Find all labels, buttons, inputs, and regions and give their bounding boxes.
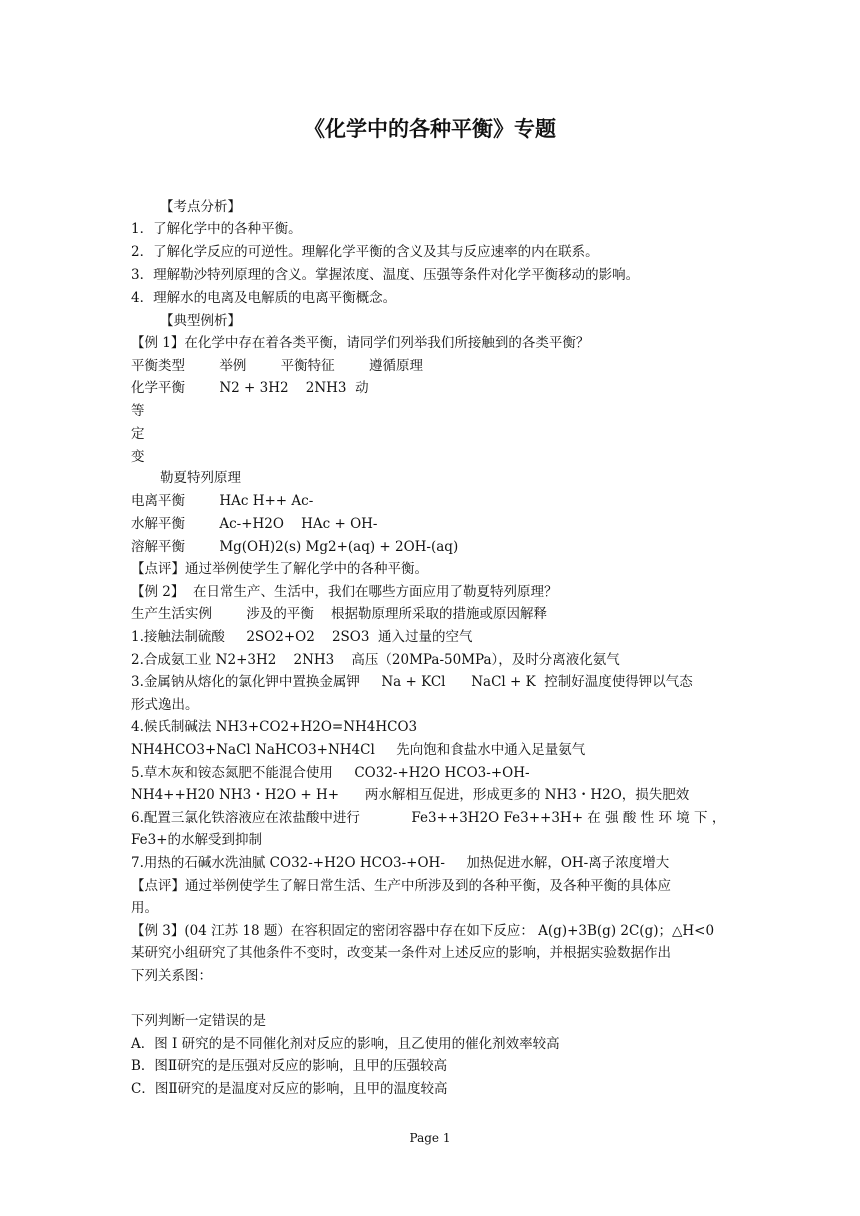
text-line: 4．理解水的电离及电解质的电离平衡概念。 [131,290,397,306]
text-line: NH4HCO3+NaCl NaHCO3+NH4Cl 先向饱和食盐水中通入足量氨气 [131,742,586,758]
text-line: 3.金属钠从熔化的氯化钾中置换金属钾 Na + KCl NaCl + K 控制好温度使得钾以气态 [131,674,693,690]
text-line: 7.用热的石碱水洗油腻 CO32-+H2O HCO3-+OH- 加热促进水解，OH-离子浓度增大 [131,855,670,871]
text-line: 水解平衡 Ac-+H2O HAc + OH- [131,516,378,532]
text-line: 【点评】通过举例使学生了解日常生活、生产中所涉及到的各种平衡，及各种平衡的具体应 [131,878,671,894]
text-line: A．图 I 研究的是不同催化剂对反应的影响，且乙使用的催化剂效率较高 [131,1036,560,1052]
text-line: 定 [131,426,145,442]
text-line: 电离平衡 HAc H++ Ac- [131,493,314,509]
text-line: 3．理解勒沙特列原理的含义。掌握浓度、温度、压强等条件对化学平衡移动的影响。 [131,267,640,283]
text-line: 1．了解化学中的各种平衡。 [131,221,302,237]
text-line: 1.接触法制硫酸 2SO2+O2 2SO3 通入过量的空气 [131,629,473,645]
text-line: 【点评】通过举例使学生了解化学中的各种平衡。 [131,561,428,577]
text-line: 2．了解化学反应的可逆性。理解化学平衡的含义及其与反应速率的内在联系。 [131,244,599,260]
text-line: B．图Ⅱ研究的是压强对反应的影响，且甲的压强较高 [131,1058,448,1074]
text-line: 化学平衡 N2 + 3H2 2NH3 动 [131,380,369,396]
text-line: C．图Ⅱ研究的是温度对反应的影响，且甲的温度较高 [131,1081,448,1097]
text-line: Fe3+的水解受到抑制 [131,832,263,848]
text-line: 4.候氏制碱法 NH3+CO2+H2O=NH4HCO3 [131,719,418,735]
text-line: 用。 [131,900,158,916]
text-line: 【考点分析】 [160,199,241,215]
page-footer: Page 1 [409,1131,451,1145]
text-line: 形式逸出。 [131,697,199,713]
text-line: 下列判断一定错误的是 [131,1013,266,1029]
text-line: 某研究小组研究了其他条件不变时，改变某一条件对上述反应的影响，并根据实验数据作出 [131,945,671,961]
text-line: 6.配置三氯化铁溶液应在浓盐酸中进行 Fe3++3H2O Fe3++3H+ 在 强 酸 性 环 境 下 ， [131,810,726,826]
text-line: 生产生活实例 涉及的平衡 根据勒原理所采取的措施或原因解释 [131,606,547,622]
text-line: 【典型例析】 [160,313,241,329]
text-line: 溶解平衡 Mg(OH)2(s) Mg2+(aq) + 2OH-(aq) [131,539,459,555]
text-line: 【例 3】(04 江苏 18 题）在容积固定的密闭容器中存在如下反应： A(g)+3B(g) 2C(g)；△H<0 [131,923,715,939]
text-line: 等 [131,403,145,419]
text-line: 【例 1】在化学中存在着各类平衡，请同学们列举我们所接触到的各类平衡？ [131,335,590,351]
text-line: NH4++H20 NH3・H2O + H+ 两水解相互促进，形成更多的 NH3・H2O，损失肥效 [131,787,690,803]
text-line: 下列关系图： [131,968,212,984]
text-line: 勒夏特列原理 [160,470,241,486]
text-line: 变 [131,449,145,465]
page-title: 《化学中的各种平衡》专题 [304,117,556,141]
text-line: 【例 2】 在日常生产、生活中，我们在哪些方面应用了勒夏特列原理？ [131,584,558,600]
text-line: 2.合成氨工业 N2+3H2 2NH3 高压（20MPa-50MPa），及时分离液化氨气 [131,652,620,668]
text-line: 5.草木灰和铵态氮肥不能混合使用 CO32-+H2O HCO3-+OH- [131,765,530,781]
text-line: 平衡类型 举例 平衡特征 遵循原理 [131,358,423,374]
